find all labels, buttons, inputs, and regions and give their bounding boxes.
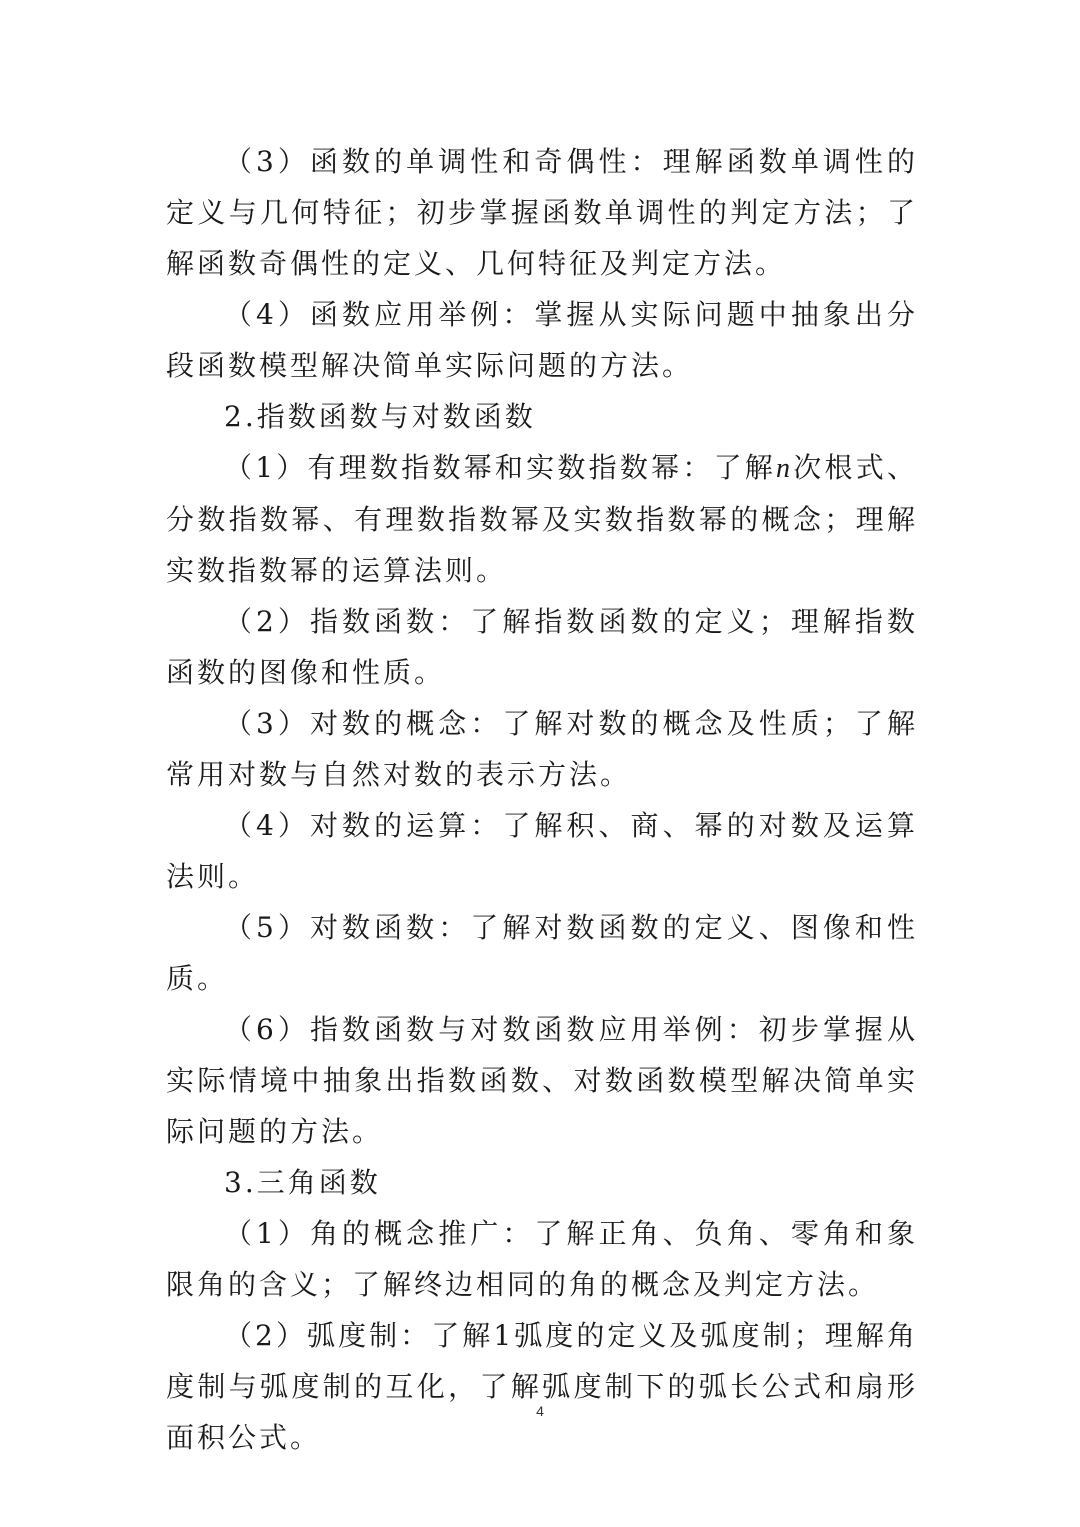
document-body (166, 136, 918, 1463)
paragraph-monotonicity-parity: （3）函数的单调性和奇偶性：理解函数单调性的定义与几何特征；初步掌握函数单调性的判定方法；了解函数奇偶性的定义、几何特征及判定方法。 (166, 145, 918, 280)
paragraph-function-application: （4）函数应用举例：掌握从实际问题中抽象出分段函数模型解决简单实际问题的方法。 (166, 298, 918, 382)
section-heading-exponential-logarithmic: 2.指数函数与对数函数 (224, 400, 536, 433)
paragraph-exp-log-application: （6）指数函数与对数函数应用举例：初步掌握从实际情境中抽象出指数函数、对数函数模型解决简单实际问题的方法。 (166, 1013, 918, 1148)
paragraph-radian-measure: （2）弧度制：了解1弧度的定义及弧度制；理解角度制与弧度制的互化，了解弧度制下的弧长公式和扇形面积公式。 (166, 1319, 918, 1454)
paragraph-logarithm-concept: （3）对数的概念：了解对数的概念及性质；了解常用对数与自然对数的表示方法。 (166, 707, 918, 791)
paragraph-exponential-function: （2）指数函数：了解指数函数的定义；理解指数函数的图像和性质。 (166, 605, 918, 689)
paragraph-logarithmic-function: （5）对数函数：了解对数函数的定义、图像和性质。 (166, 911, 918, 995)
paragraph-rational-exponent-part2: 次根式、分数指数幂、有理数指数幂及实数指数幂的概念；理解实数指数幂的运算法则。 (166, 451, 918, 587)
section-heading-trigonometric: 3.三角函数 (224, 1166, 381, 1199)
paragraph-rational-exponent (166, 442, 918, 596)
paragraph-angle-concept: （1）角的概念推广：了解正角、负角、零角和象限角的含义；了解终边相同的角的概念及判定方法。 (166, 1217, 918, 1301)
paragraph-rational-exponent-part1: （1）有理数指数幂和实数指数幂：了解 (224, 451, 777, 484)
paragraph-logarithm-operation: （4）对数的运算：了解积、商、幂的对数及运算法则。 (166, 809, 918, 893)
page-number: 4 (536, 1403, 544, 1419)
italic-variable-n: n (776, 453, 794, 484)
